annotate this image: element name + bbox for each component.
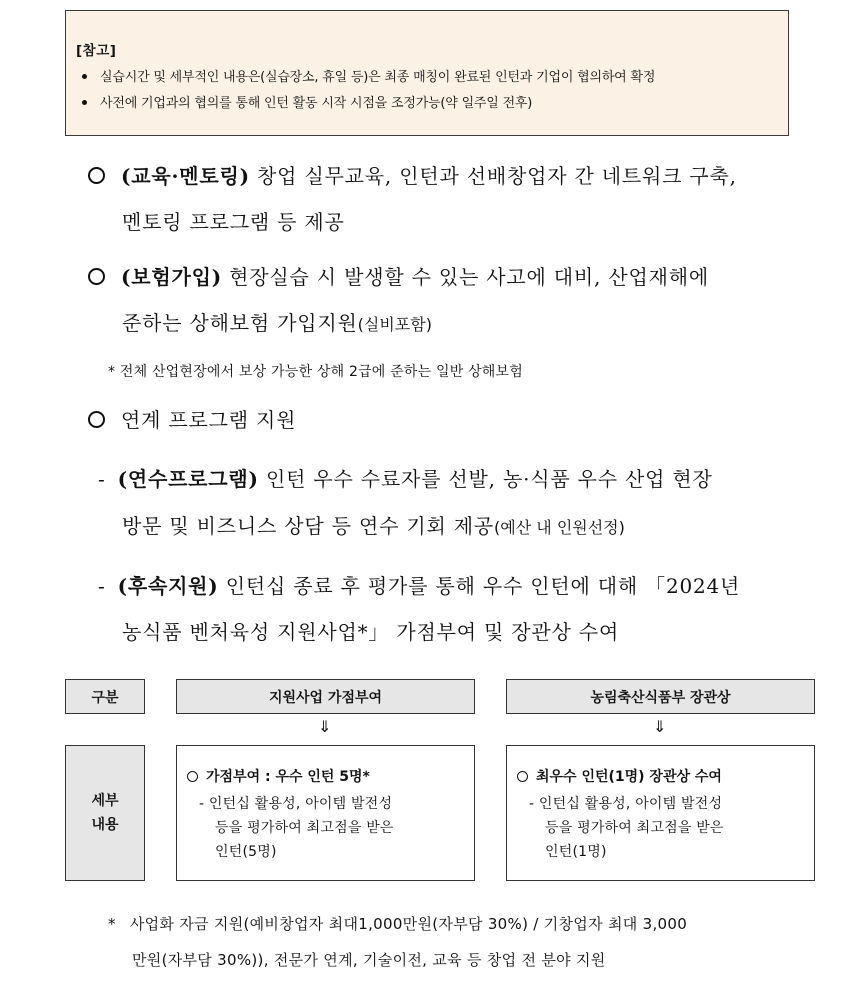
bullet-icon (82, 74, 87, 79)
bonus-points-line: 등을 평가하여 최고점을 받은 (215, 820, 394, 836)
down-arrow-icon: ⇓ (318, 717, 332, 736)
education-line-1: (교육·멘토링) 창업 실무교육, 인턴과 선배창업자 간 네트워크 구축, (88, 160, 737, 189)
detail-label: 세부 내용 (65, 745, 145, 881)
bonus-points-line: - 인턴십 활용성, 아이템 발전성 (199, 796, 393, 812)
linked-programs-title: 연계 프로그램 지원 (88, 404, 296, 433)
training-line-1: - (연수프로그램) 인턴 우수 수료자를 선발, 농·식품 우수 산업 현장 (98, 467, 713, 491)
minister-award-line: 등을 평가하여 최고점을 받은 (545, 820, 724, 836)
education-line-2: 멘토링 프로그램 등 제공 (122, 210, 345, 234)
training-line-2: 방문 및 비즈니스 상담 등 연수 기회 제공(예산 내 인원선정) (122, 514, 625, 538)
circle-bullet-icon (187, 771, 198, 782)
followup-line-2: 농식품 벤처육성 지원사업*」 가점부여 및 장관상 수여 (122, 620, 620, 644)
insurance-note: * 전체 산업현장에서 보상 가능한 상해 2급에 준하는 일반 상해보험 (108, 364, 523, 380)
circle-bullet-icon (517, 771, 528, 782)
insurance-line-2: 준하는 상해보험 가입지원(실비포함) (122, 311, 432, 335)
reference-item: 사전에 기업과의 협의를 통해 인턴 활동 시작 시점을 조정가능(약 일주일 전후) (82, 92, 532, 111)
footnote-line-2: 만원(자부담 30%)), 전문가 연계, 기술이전, 교육 등 창업 전 분야 지원 (132, 951, 606, 969)
bonus-points-header: 지원사업 가점부여 (176, 679, 475, 714)
minister-award-header: 농림축산식품부 장관상 (506, 679, 815, 714)
circle-bullet-icon (88, 167, 105, 184)
bonus-points-detail (176, 745, 475, 881)
insurance-line-1: (보험가입) 현장실습 시 발생할 수 있는 사고에 대비, 산업재해에 (88, 261, 709, 290)
minister-award-title: 최우수 인턴(1명) 장관상 수여 (517, 766, 722, 786)
bonus-points-title: 가점부여 : 우수 인턴 5명* (187, 766, 370, 786)
bullet-icon (82, 100, 87, 105)
footnote-line-1: * 사업화 자금 지원(예비창업자 최대1,000만원(자부담 30%) / 기창업자 최대 3,000 (108, 915, 688, 933)
minister-award-line: 인턴(1명) (545, 844, 607, 860)
circle-bullet-icon (88, 268, 105, 285)
down-arrow-icon: ⇓ (653, 717, 667, 736)
reference-item: 실습시간 및 세부적인 내용은(실습장소, 휴일 등)은 최종 매칭이 완료된 인턴과 기업이 협의하여 확정 (82, 66, 655, 85)
minister-award-detail (506, 745, 815, 881)
reference-box (65, 10, 789, 136)
minister-award-line: - 인턴십 활용성, 아이템 발전성 (529, 796, 723, 812)
circle-bullet-icon (88, 411, 105, 428)
reference-title: [참고] (76, 43, 117, 59)
followup-line-1: - (후속지원) 인턴십 종료 후 평가를 통해 우수 인턴에 대해 「2024년 (98, 574, 741, 598)
bonus-points-line: 인턴(5명) (215, 844, 277, 860)
category-header: 구분 (65, 679, 145, 714)
